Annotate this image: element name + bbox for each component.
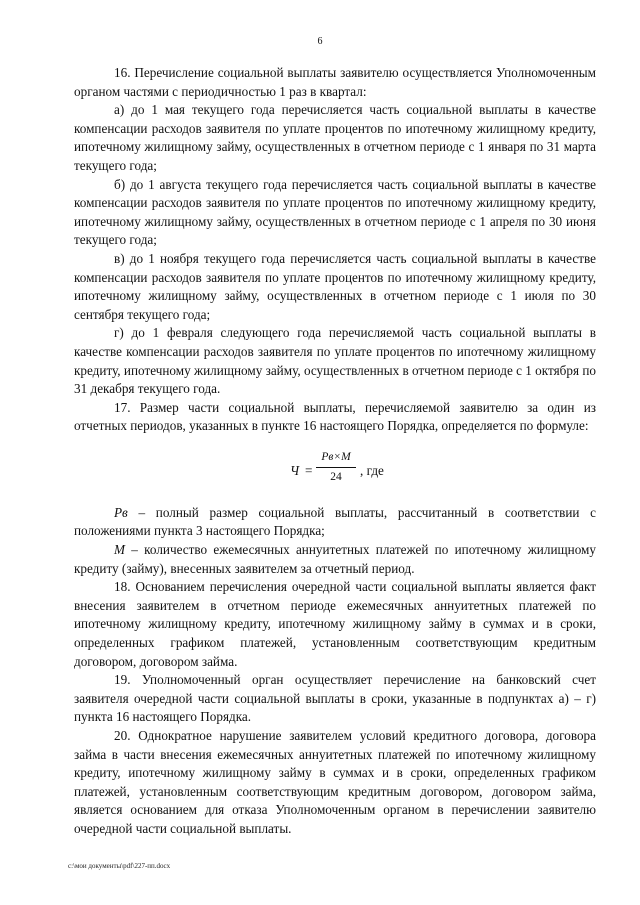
subparagraph-b: б) до 1 августа текущего года перечисляется часть социальной выплаты в качестве компенсации расходов заявителя по уплате процентов по ипотечному жилищному кредиту, ипотечному жилищному займу, осуществленных в отчетном периоде с 1 апреля по 30 июня текущего года; <box>74 176 596 248</box>
page-number: 6 <box>317 36 323 47</box>
subparagraph-v: в) до 1 ноября текущего года перечисляется часть социальной выплаты в качестве компенсации расходов заявителя по уплате процентов по ипотечному жилищному кредиту, ипотечному жилищному займу, осуществленных в отчетном периоде с 1 июля по 30 сентября текущего года; <box>74 250 596 322</box>
formula-denominator: 24 <box>330 470 342 483</box>
formula-lhs: Ч <box>290 462 300 478</box>
fraction-bar <box>316 467 356 468</box>
definition-symbol: М <box>114 542 125 558</box>
paragraph-16: 16. Перечисление социальной выплаты заявителю осуществляется Уполномоченным органом частями с периодичностью 1 раз в квартал: <box>74 65 596 99</box>
document-body <box>74 64 596 839</box>
definition-rv <box>74 504 596 541</box>
formula-fraction <box>316 450 356 484</box>
formula-equals: = <box>305 462 313 478</box>
paragraph-19: 19. Уполномоченный орган осуществляет перечисление на банковский счет заявителя очередной части социальной выплаты в сроки, указанные в подпунктах а) – г) пункта 16 настоящего Порядка. <box>74 672 596 725</box>
formula <box>74 450 596 490</box>
paragraph-18: 18. Основанием перечисления очередной части социальной выплаты является факт внесения заявителем в отчетном периоде ежемесячных аннуитетных платежей по ипотечному жилищному кредиту, ипотечному жилищному займу в суммах и в сроки, определенных графиком платежей, установленным соответствующим кредитным договором, договором займа. <box>74 579 596 669</box>
definition-symbol: Рв <box>114 504 128 520</box>
subparagraph-g: г) до 1 февраля следующего года перечисляемой часть социальной выплаты в качестве компенсации расходов заявителя по уплате процентов по ипотечному жилищному кредиту, ипотечному жилищному займу, осуществленных в отчетном периоде с 1 октября по 31 декабря текущего года. <box>74 325 596 397</box>
paragraph-17: 17. Размер части социальной выплаты, перечисляемой заявителю за один из отчетных периодов, указанных в пункте 16 настоящего Порядка, определяется по формуле: <box>74 399 596 434</box>
formula-numerator: Рв×М <box>321 450 351 463</box>
definition-text: – полный размер социальной выплаты, рассчитанный в соответствии с положениями пункта 3 настоящего Порядка; <box>74 504 596 539</box>
file-path-footer: c:\мои документы\pdf\227-пп.docx <box>68 862 171 870</box>
subparagraph-a: а) до 1 мая текущего года перечисляется часть социальной выплаты в качестве компенсации расходов заявителя по уплате процентов по ипотечному жилищному кредиту, ипотечному жилищному займу, осуществленных в отчетном периоде с 1 января по 31 марта текущего года; <box>74 102 596 173</box>
definition-m <box>74 541 596 578</box>
formula-tail: , где <box>360 462 384 478</box>
paragraph-20: 20. Однократное нарушение заявителем условий кредитного договора, договора займа в части внесения ежемесячных аннуитетных платежей по ипотечному жилищному кредиту, ипотечному жилищному займу в суммах и в сроки, определенных графиком платежей, установленным соответствующим кредитным договором, договором займа, является основанием для отказа Уполномоченным органом в перечислении заявителю очередной части социальной выплаты. <box>74 728 596 836</box>
definition-text: – количество ежемесячных аннуитетных платежей по ипотечному жилищному кредиту (займу), внесенных заявителем за отчетный период. <box>74 542 596 576</box>
